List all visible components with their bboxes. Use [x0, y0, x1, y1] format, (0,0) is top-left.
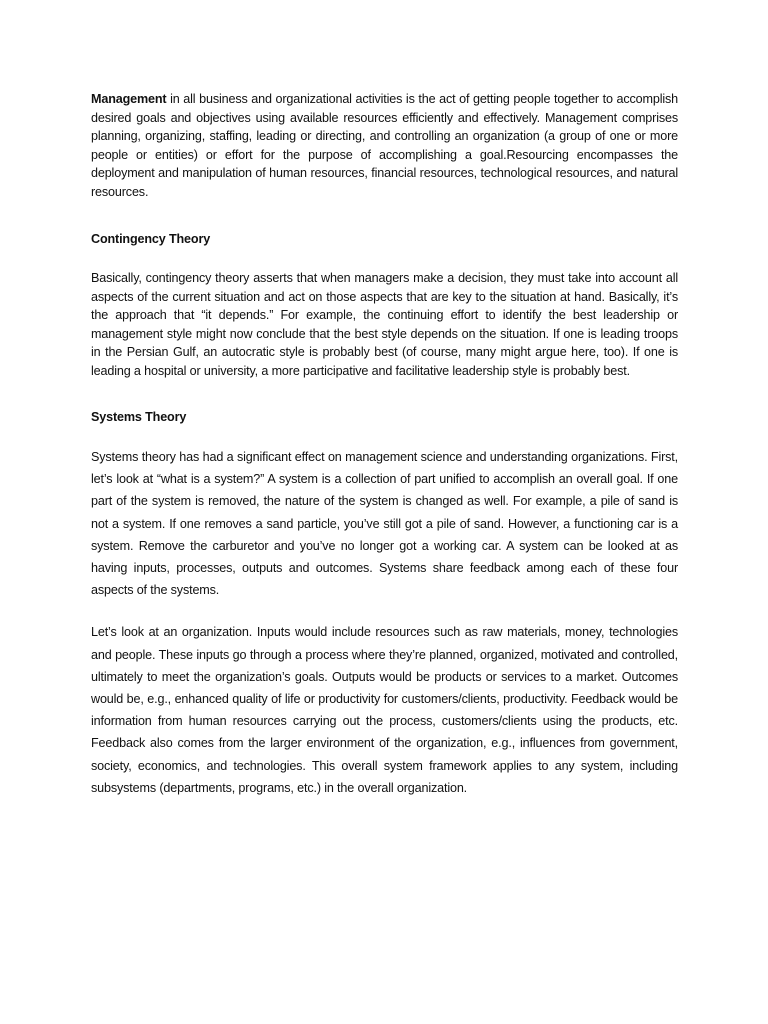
systems-theory-paragraph: Systems theory has had a significant effect on management science and understanding organizations. First, let’s look at “what is a system?” A system is a collection of part unified to accomplish an overall goal. If one part of the system is removed, the nature of the system is changed as well. For example, a pile of sand is not a system. If one removes a sand particle, you’ve still got a pile of sand. However, a functioning car is a system. Remove the carburetor and you’ve no longer got a working car. A system can be looked at as having inputs, processes, outputs and outcomes. Systems share feedback among each of these four aspects of the systems. — [91, 450, 678, 598]
intro-text: in all business and organizational activities is the act of getting people together to accomplish desired goals and objectives using available resources efficiently and effectively. Management comprises planning, organizing, staffing, leading or directing, and controlling an organization (a group of one or more people or entities) or effort for the purpose of accomplishing a goal.Resourcing encompasses the deployment and manipulation of human resources, financial resources, technological resources, and natural resources. — [91, 92, 678, 199]
organization-example-paragraph: Let’s look at an organization. Inputs would include resources such as raw materials, money, technologies and people. These inputs go through a process where they’re planned, organized, motivated and controlled, ultimately to meet the organization’s goals. Outputs would be products or services to a market. Outcomes would be, e.g., enhanced quality of life or productivity for customers/clients, productivity. Feedback would be information from human resources carrying out the process, customers/clients using the products, etc. Feedback also comes from the larger environment of the organization, e.g., influences from government, society, economics, and technologies. This overall system framework applies to any system, including subsystems (departments, programs, etc.) in the overall organization. — [91, 625, 678, 795]
intro-paragraph — [91, 90, 678, 201]
document-body — [91, 90, 678, 799]
contingency-theory-paragraph: Basically, contingency theory asserts that when managers make a decision, they must take into account all aspects of the current situation and act on those aspects that are key to the situation at hand. Basically, it’s the approach that “it depends.” For example, the continuing effort to identify the best leadership or management style might now conclude that the best style depends on the situation. If one is leading troops in the Persian Gulf, an autocratic style is probably best (of course, many might argue here, too). If one is leading a hospital or university, a more participative and facilitative leadership style is probably best. — [91, 271, 678, 378]
systems-theory-heading: Systems Theory — [91, 410, 187, 424]
contingency-theory-heading: Contingency Theory — [91, 232, 211, 246]
intro-lead-term: Management — [91, 92, 167, 106]
